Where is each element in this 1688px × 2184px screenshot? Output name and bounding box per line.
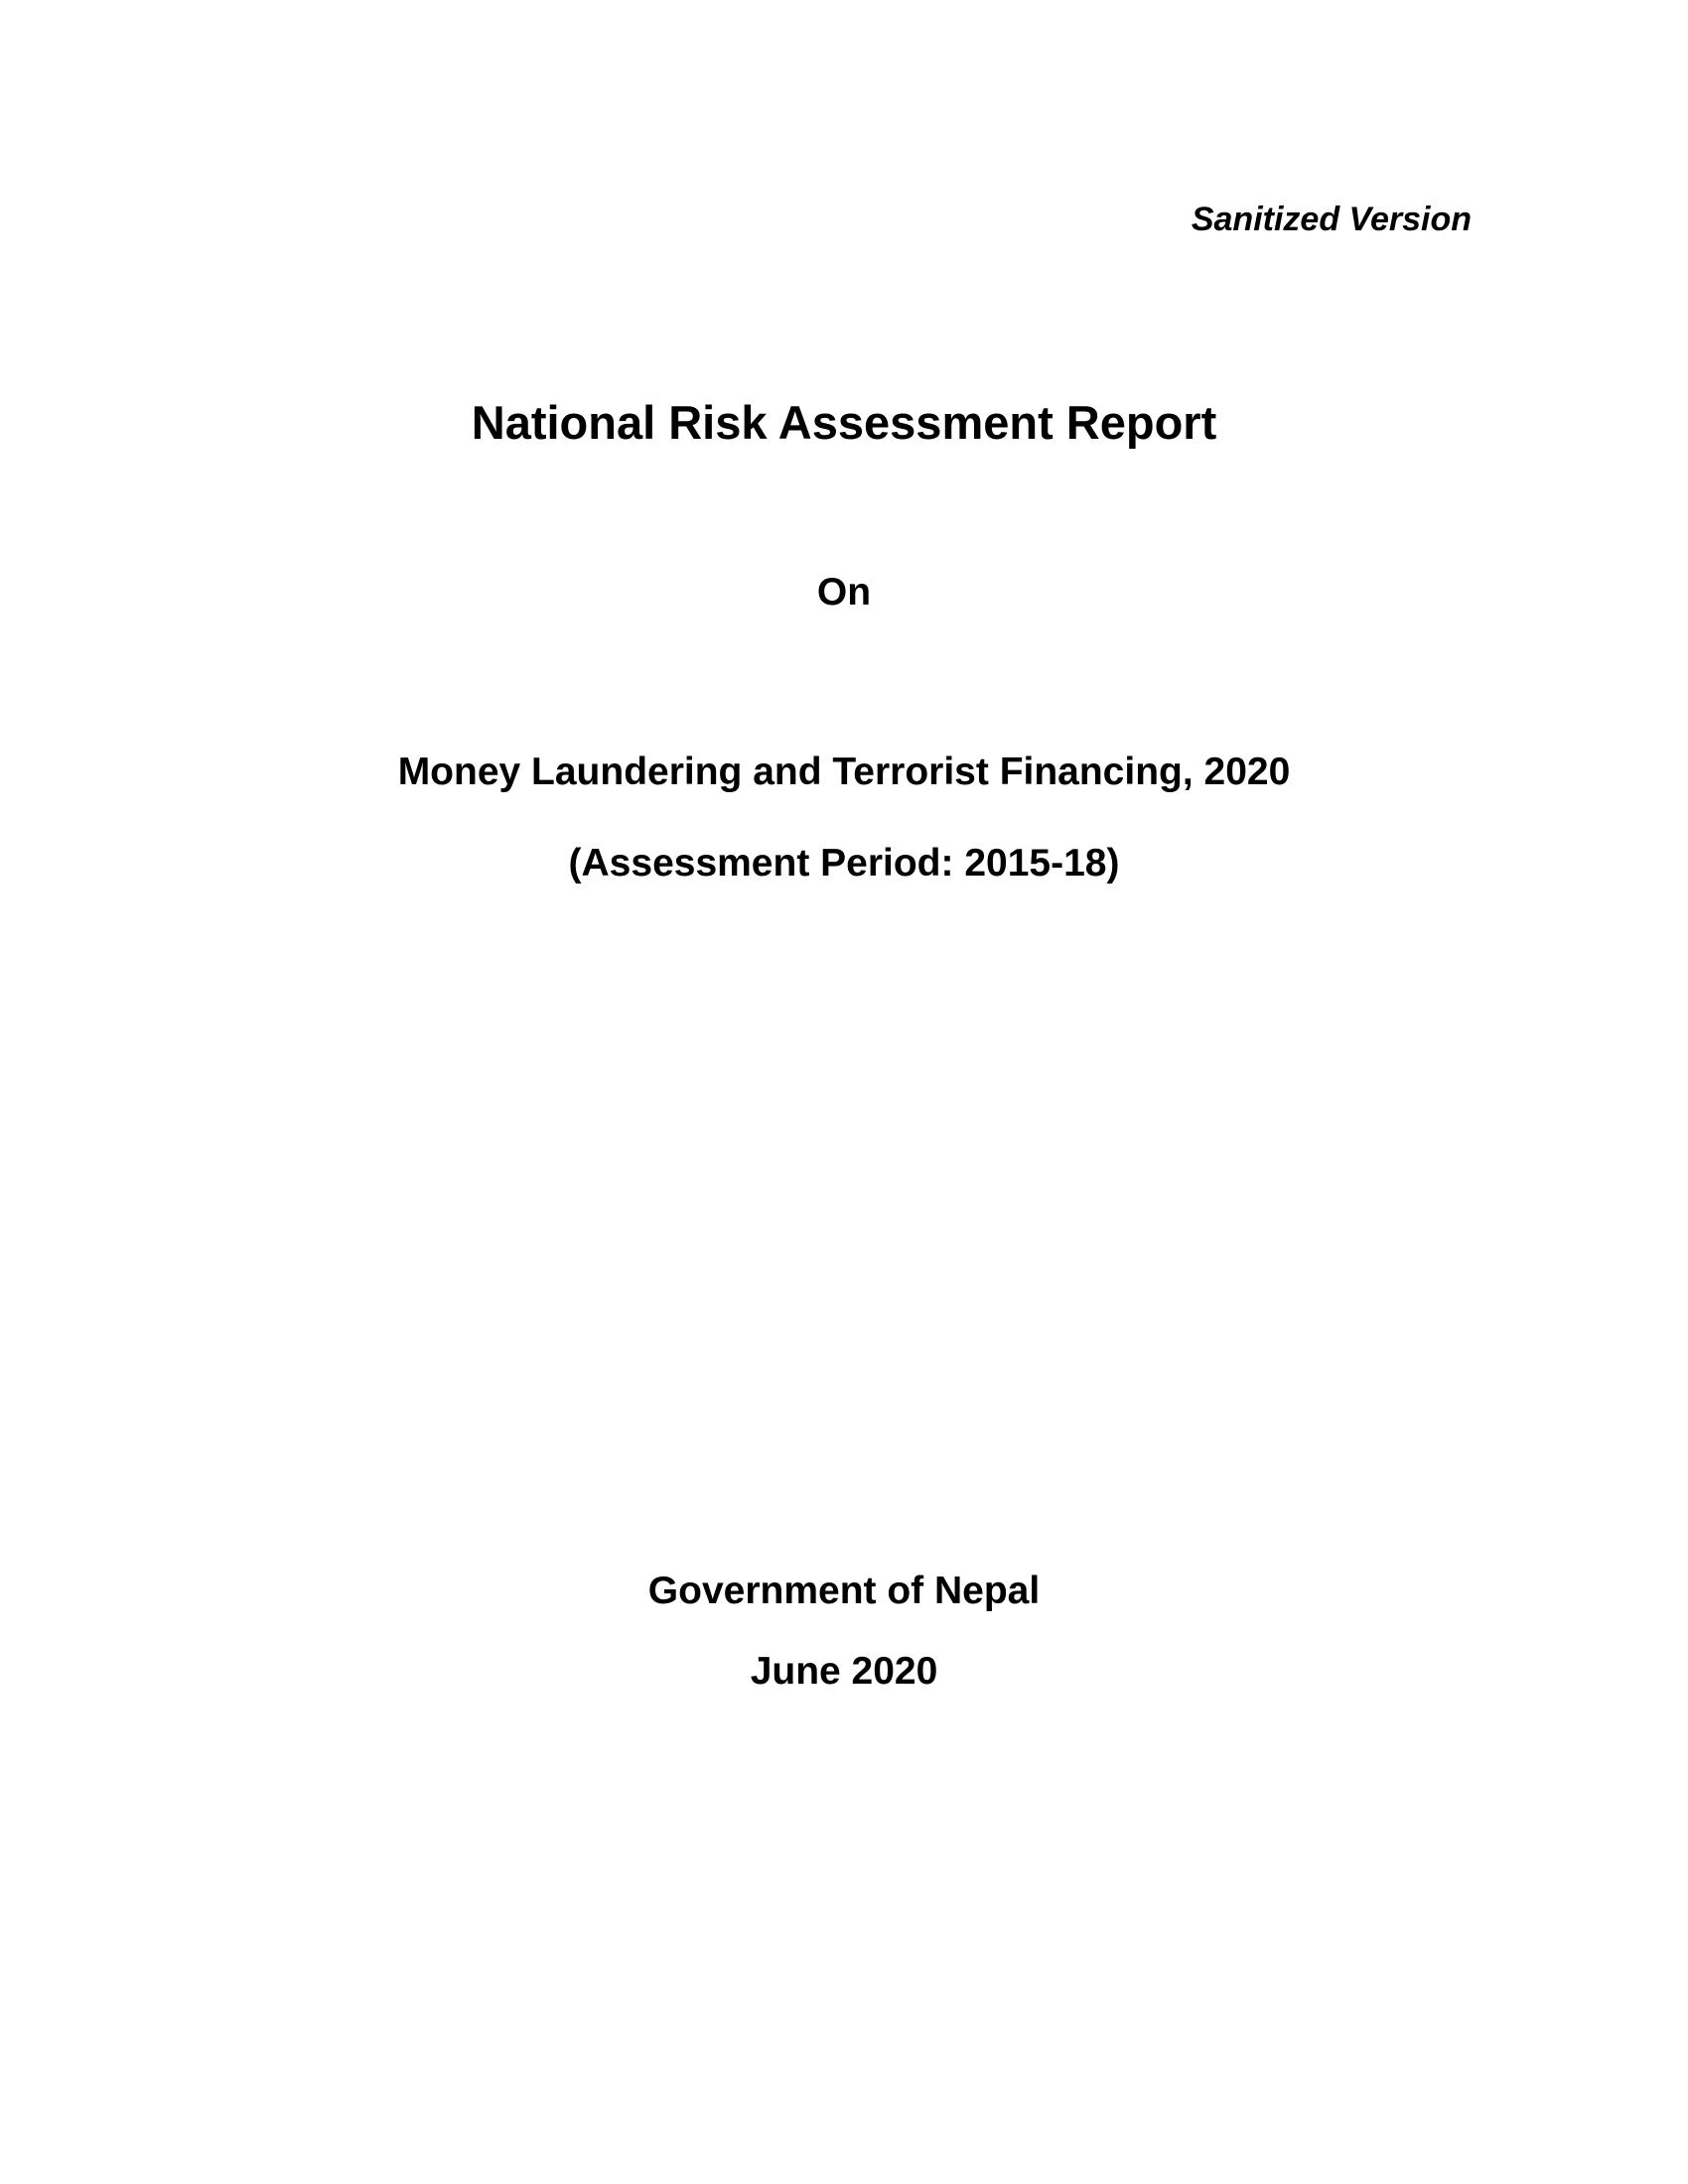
version-label: Sanitized Version xyxy=(1191,201,1472,238)
report-subject: Money Laundering and Terrorist Financing, 2020 xyxy=(397,751,1291,793)
title-connector: On xyxy=(816,571,872,614)
publication-date: June 2020 xyxy=(750,1650,938,1693)
assessment-period: (Assessment Period: 2015-18) xyxy=(568,842,1120,885)
issuing-organization: Government of Nepal xyxy=(647,1570,1041,1612)
report-title: National Risk Assessment Report xyxy=(471,396,1217,449)
